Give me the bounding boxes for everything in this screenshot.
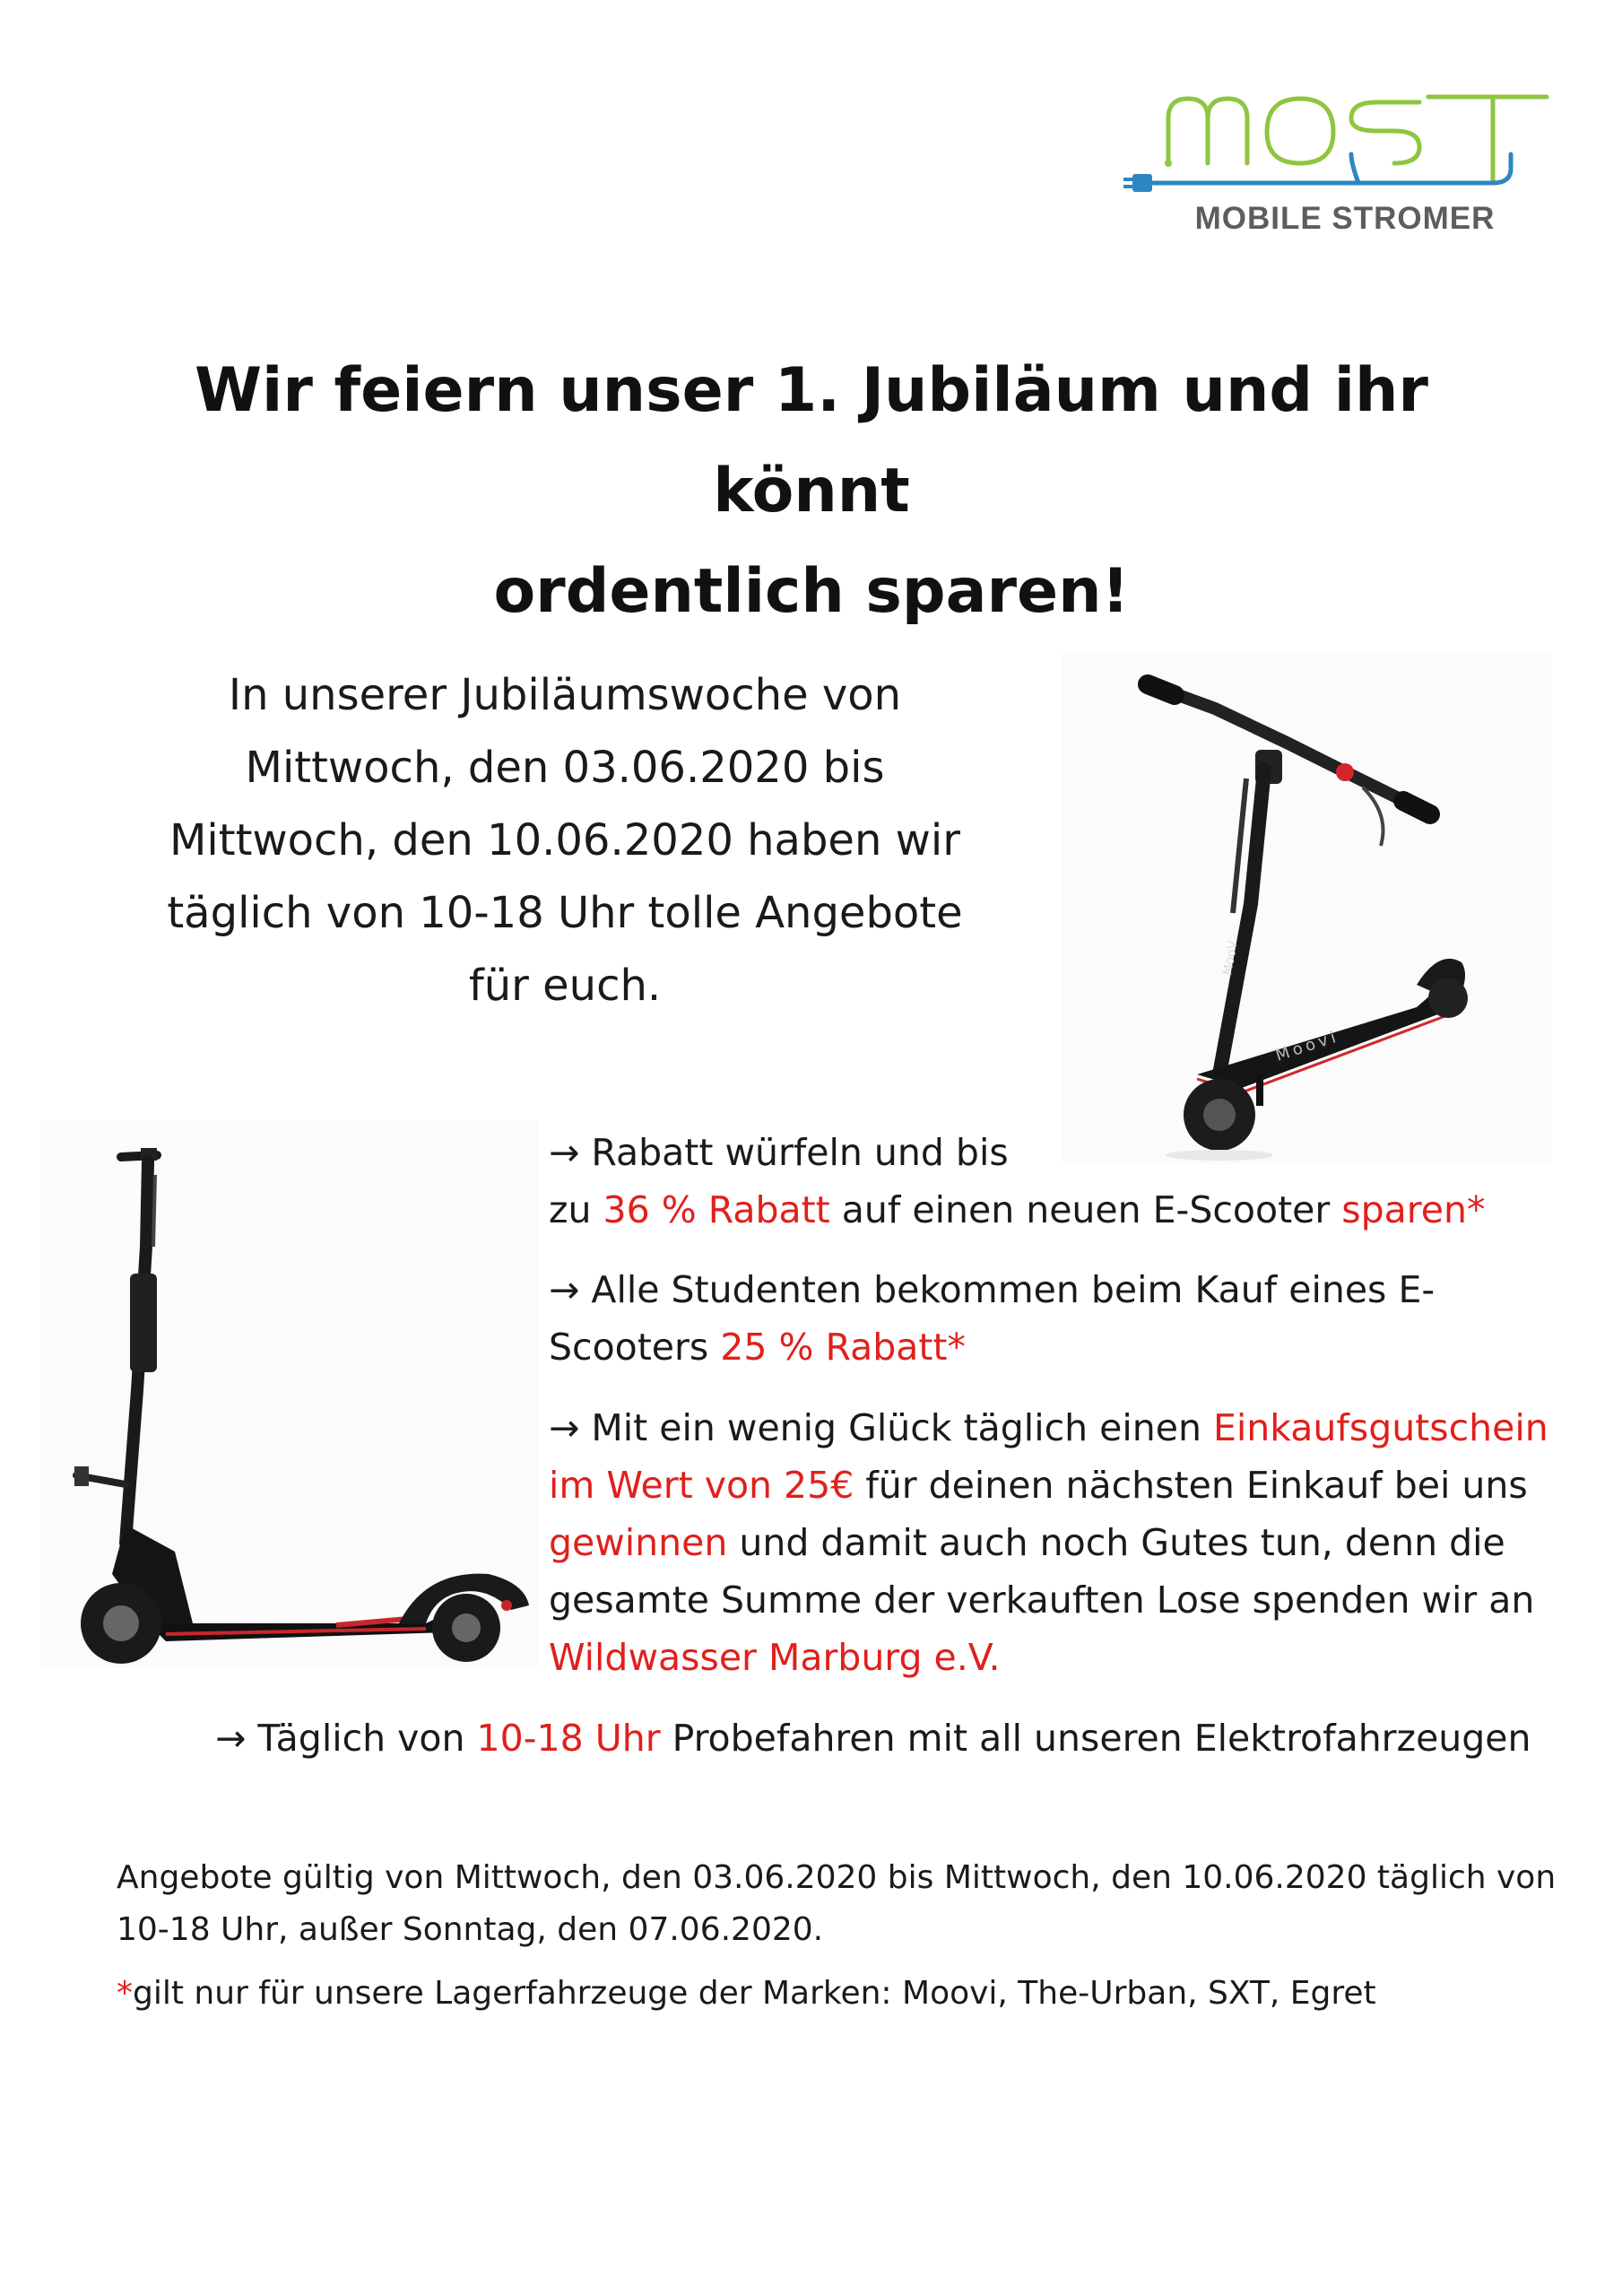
headline-line-2: ordentlich sparen! [493, 556, 1130, 627]
bullet-text: gesamte Summe der verkauften Lose spenden wir an [549, 1578, 1535, 1622]
bullet-text: Scooters [549, 1326, 721, 1369]
bullet-text: Täglich von [257, 1717, 477, 1760]
logo-subtitle: MOBILE STROMER [1194, 201, 1496, 236]
scooter-image-right [1063, 653, 1551, 1164]
bullet-text: für deinen nächsten Einkauf bei uns [854, 1464, 1528, 1507]
bullet-text: Mit ein wenig Glück täglich einen [591, 1406, 1213, 1449]
stem-logo-text: MooV [1220, 939, 1241, 977]
offer-bullet-dice-discount [549, 1124, 1580, 1239]
arrow-right-icon: → [549, 1131, 580, 1174]
intro-line: täglich von 10-18 Uhr tolle Angebote [167, 888, 963, 938]
intro-line: für euch. [468, 961, 662, 1011]
deck-logo-text: Moovi [1273, 1027, 1342, 1065]
highlight-text: 25 % Rabatt* [720, 1326, 967, 1369]
validity-terms [117, 1852, 1569, 1956]
highlight-text: Wildwasser Marburg e.V. [549, 1636, 1001, 1679]
intro-line: Mittwoch, den 03.06.2020 bis [245, 743, 885, 793]
highlight-text: Einkaufsgutschein [1212, 1406, 1548, 1449]
intro-line: Mittwoch, den 10.06.2020 haben wir [169, 815, 960, 865]
offer-bullet-voucher [549, 1399, 1607, 1686]
most-logo [1116, 83, 1565, 244]
intro-line: In unserer Jubiläumswoche von [228, 670, 902, 720]
highlight-text: gewinnen [549, 1521, 728, 1564]
intro-paragraph [126, 659, 1004, 1022]
page-headline [108, 341, 1515, 642]
terms-line: Angebote gültig von Mittwoch, den 03.06.2020 bis Mittwoch, den 10.06.2020 täglich von [117, 1859, 1557, 1896]
bullet-text: Alle Studenten bekommen beim Kauf eines E- [591, 1268, 1436, 1311]
most-logo-graphic [1116, 83, 1565, 208]
bullet-text: zu [549, 1188, 603, 1231]
bullet-text: Probefahren mit all unseren Elektrofahrzeugen [660, 1717, 1531, 1760]
highlight-text: im Wert von 25€ [549, 1464, 854, 1507]
arrow-right-icon: → [549, 1268, 580, 1311]
footnote-star: * [117, 1975, 133, 2012]
bullet-text: Rabatt würfeln und bis [591, 1131, 1009, 1174]
arrow-right-icon: → [549, 1406, 580, 1449]
arrow-right-icon: → [215, 1717, 247, 1760]
highlight-text: sparen* [1341, 1188, 1486, 1231]
highlight-text: 36 % Rabatt [603, 1188, 830, 1231]
e-scooter-icon [40, 1121, 538, 1668]
highlight-text: 10-18 Uhr [476, 1717, 661, 1760]
scooter-image-left [40, 1121, 538, 1668]
footnote-text: gilt nur für unsere Lagerfahrzeuge der Marken: Moovi, The-Urban, SXT, Egret [133, 1975, 1376, 2012]
offer-bullet-student-discount [549, 1261, 1580, 1376]
offer-bullet-test-rides [215, 1709, 1596, 1767]
terms-line: 10-18 Uhr, außer Sonntag, den 07.06.2020. [117, 1911, 824, 1948]
headline-line-1: Wir feiern unser 1. Jubiläum und ihr könnt [195, 355, 1428, 526]
bullet-text: und damit auch noch Gutes tun, denn die [727, 1521, 1505, 1564]
footnote [117, 1968, 1569, 2020]
bullet-text: auf einen neuen E-Scooter [829, 1188, 1342, 1231]
e-scooter-moovi-icon [1063, 653, 1551, 1164]
